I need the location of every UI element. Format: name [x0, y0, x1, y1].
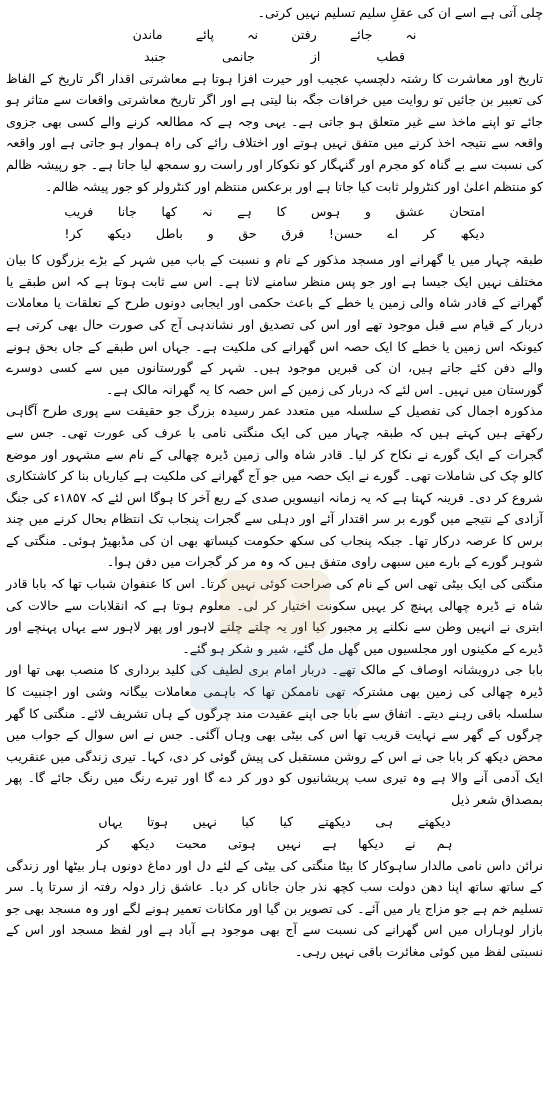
verse-word: امتحان: [449, 204, 485, 220]
verse-word: کھا: [161, 204, 178, 220]
paragraph-6: نرائن داس نامی مالدار ساہوکار کا بیٹا منگتی کی بیٹی کے لئے دل اور دماغ دونوں ہار بیٹھا اور زندگی کے ساتھ ساتھ اپنا دھن دولت سب کچھ نذر جان جاناں کر دیا۔ عاشق زار دولہ رفتہ از سرتا پا۔ سر تسلیم خم ہے جو مزاج یار میں آئے۔ کی تصویر بن گیا اور مکانات تعمیر ہونے لگے اور وہ مسجد بھی جو بازار لوہاراں میں اس گھرانے کی نسبت سے آج بھی موجود ہے آباد ہے اور لفظ مسجد اور اس کے نسبتی لفظ میں کوئی مغائرت باقی نہیں رہی۔: [6, 857, 543, 959]
verse-2-line-1: [52, 201, 497, 223]
verse-word: و: [207, 226, 214, 242]
verse-word: قطب: [376, 48, 406, 64]
verse-word: از: [310, 48, 321, 64]
verse-word: نہیں: [192, 813, 217, 829]
verse-word: جانمی: [221, 48, 255, 64]
verse-word: رفتن: [291, 26, 317, 42]
paragraph-4: منگتی کی ایک بیٹی تھی اس کے نام کی صراحت کوئی نہیں کرتا۔ اس کا عنفوان شباب تھا کہ بابا قادر شاہ نے ڈیرہ چھالی پہنچ کر یہیں سکونت اختیار کر لی۔ معلوم ہوتا ہے کہ انقلابات سے حالات کی ابتری نے انہیں وطن سے نکلنے پر مجبور کیا اور یہ چلتے چلتے لاہور اور پھر لاہور سے یہاں پہنچے اور ڈیرے کے مکینوں اور مجلسیوں میں گھل مل گئے، شیر و شکر ہو گئے۔: [6, 576, 543, 656]
verse-word: دیکھتے: [417, 813, 451, 829]
verse-word: نے: [404, 835, 416, 851]
verse-2-line-2: [52, 223, 497, 245]
verse-word: حسن!: [328, 226, 363, 242]
verse-word: دیکھ: [460, 226, 485, 242]
verse-1-line-1: [116, 24, 433, 46]
verse-word: جانا: [117, 204, 137, 220]
verse-word: جائے: [349, 26, 373, 42]
verse-word: دیکھ: [130, 835, 155, 851]
verse-word: ہے: [322, 835, 337, 851]
opening-line: چلی آتی ہے اسے ان کی عقلِ سلیم تسلیم نہیں کرتی۔: [257, 5, 543, 20]
paragraph-3: مذکورہ اجمال کی تفصیل کے سلسلہ میں متعدد عمر رسیدہ بزرگ جو حقیقت سے پوری طرح آگاہی رکھتے ہیں کہتے ہیں کہ طبقہ چہار میں کی ایک منگتی نامی با عرف کی عورت تھی۔ جس سے گجرات کے ایک گورے نے نکاح کر لیا۔ قادر شاہ والی زمین ڈیرہ چھالی کے نام سے مشہور اور موضع کالو چک کی شاملات تھی۔ گورے نے ایک حصہ میں جو آج گھرانے کی ملکیت ہے کیاریاں بنا کر کاشتکاری شروع کر دی۔ قرینہ کہتا ہے کہ یہ زمانہ انیسویں صدی کے ربع آخر کا ہوگا اس لئے کہ ۱۸۵۷ء کی جنگ آزادی کے نتیجے میں گورے بر سر اقتدار آئے اور دہلی سے گجرات پنجاب تک انتظام بحال کرنے میں چند برس کا عرصہ درکار تھا۔ جبکہ پنجاب کی سکھ حکومت کیساتھ بھی ان کی مڈبھیڑ ہوئی۔ منگتی کے شوہر گورے کے بارے میں سبھی راوی متفق ہیں کہ وہ مر کر گجرات میں دفن ہوا۔: [6, 403, 544, 570]
verse-word: باطل: [155, 226, 183, 242]
verse-word: کر: [96, 835, 110, 851]
verse-word: فریب: [64, 204, 94, 220]
verse-word: دیکھ: [107, 226, 132, 242]
verse-word: محبت: [175, 835, 207, 851]
verse-word: حق: [238, 226, 257, 242]
verse-word: و: [364, 204, 371, 220]
verse-word: ہی: [375, 813, 394, 829]
verse-word: ماندن: [132, 26, 163, 42]
verse-word: نہ: [201, 204, 213, 220]
paragraph-1: تاریخ اور معاشرت کا رشتہ دلچسپ عجیب اور حیرت افزا ہوتا ہے معاشرتی اقدار اگر تاریخ کے الفاظ کی تعبیر بن جائیں تو روایت میں خرافات جگہ بنا لیتی ہے اور اگر تاریخ معاشرتی واقعات سے متاثر ہو جائے تو اپنے ماخذ سے غیر متعلق ہو جاتی ہے۔ یہی وجہ ہے کہ مطالعہ کرنے والے کسی بھی جزوی واقعہ سے نتیجہ اخذ کرنے میں متفق نہیں ہوتے اور اختلاف رائے کی راہ ہموار ہو جاتی ہے اور واقعہ کی نسبت سے بے گناہ کو مجرم اور گنہگار کو نکوکار اور راست رو سمجھ لیا جاتا ہے۔ جو رپیشہ ظالم کو منتظم اعلیٰ اور کنٹرولر ثابت کیا جاتا ہے اور برعکس منتظم اور کنٹرولر کو جور پیشہ ظالم۔: [6, 70, 543, 194]
verse-word: کیا: [241, 813, 256, 829]
verse-word: ہے: [237, 204, 252, 220]
verse-word: کیا: [279, 813, 294, 829]
verse-1-line-2: [116, 46, 433, 68]
verse-word: کا: [276, 204, 287, 220]
verse-word: جنبد: [144, 48, 166, 64]
verse-word: فرق: [281, 226, 305, 242]
verse-word: پائے: [195, 26, 214, 42]
verse-word: دیکھا: [357, 835, 384, 851]
verse-word: ہوتا: [146, 813, 169, 829]
verse-word: دیکھتے: [317, 813, 351, 829]
verse-word: ہوتی: [227, 835, 256, 851]
verse-word: نہ: [247, 26, 259, 42]
verse-word: ہم: [436, 835, 453, 851]
verse-word: نہ: [405, 26, 417, 42]
paragraph-5: بابا جی درویشانہ اوصاف کے مالک تھے۔ دربار امام بری لطیف کی کلید برداری کا منصب بھی تھا اور ڈیرہ چھالی کی زمین بھی مشترکہ تھی ناممکن تھا کہ باہمی معاملات بیگانہ وشی اور اجنبیت کا سلسلہ باقی رہنے دیتے۔ اتفاق سے بابا جی اپنے عقیدت مند چرگوں کے ہاں تشریف لائے۔ منگتی کا گھر چرگوں کے گھر سے نہایت قریب تھا اس کی بیٹی بھی وہاں آگئی۔ جس نے اس سوال کے جواب میں محض دیکھ کر بابا جی نے اس کے روشن مستقبل کی پیش گوئی کر دی، کہا۔ تیری زندگی میں عنقریب ایک آدمی آنے والا ہے وہ تیری سب پریشانیوں کو دور کر دے گا اور تیرے رنگ میں رنگ جائے گا۔ پھر بمصداق شعر ذیل: [6, 662, 543, 807]
verse-word: ہوس: [310, 204, 341, 220]
verse-word: کر: [422, 226, 436, 242]
verse-word: کر!: [64, 226, 83, 242]
verse-3-line-2: [86, 833, 463, 855]
paragraph-2: طبقہ چہار میں یا گھرانے اور مسجد مذکور کے نام و نسبت کے باب میں شہر کے بڑے بزرگوں کا بیان مختلف نہیں ایک جیسا ہے اور جو پس منظر سامنے لاتا ہے۔ اس سے ثابت ہوتا ہے کہ اس طبقے یا گھرانے کے قادر شاہ والی زمین یا خطے کے باعث حکمی اور ایجابی دونوں طرح کے تعلقات یا معاملات دربار کے قیام سے قبل موجود تھے اور اس کی تصدیق اور نشاندہی آج کی صورت حال بھی کرتی ہے کیونکہ اس زمین یا خطے کا ایک حصہ اس گھرانے کی ملکیت ہے۔ جہاں اس طبقے کے جاں بحق ہونے والے دفن کئے جاتے ہیں، ان کی قبریں موجود ہیں۔ شہر کے گورستانوں میں سے کسی دوسرے گورستان میں نہیں۔ اس لئے کہ دربار کی زمین کے اس حصہ کا یہ گھرانہ مالک ہے۔: [6, 252, 543, 397]
verse-word: اے: [387, 226, 399, 242]
verse-3-line-1: [86, 811, 463, 833]
verse-word: عشق: [395, 204, 425, 220]
verse-word: نہیں: [276, 835, 302, 851]
verse-word: یہاں: [98, 813, 123, 829]
